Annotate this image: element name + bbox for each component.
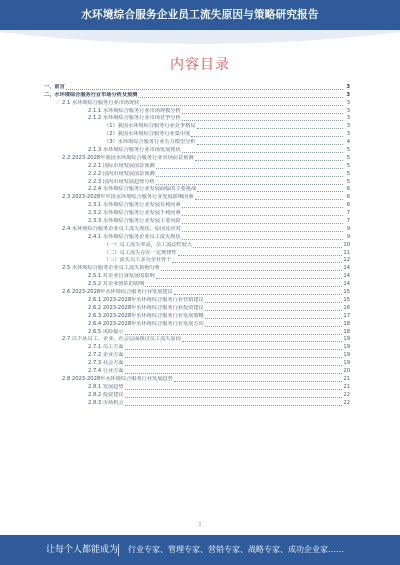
toc-entry[interactable] (44, 114, 350, 122)
toc-entry-page: 20 (343, 367, 350, 374)
toc-entry[interactable] (44, 366, 350, 374)
toc-entry-page: 5 (346, 178, 350, 185)
footer-bar (0, 535, 400, 565)
toc-entry[interactable] (44, 319, 350, 327)
toc-entry[interactable] (44, 106, 350, 114)
toc-entry-page: 11 (343, 249, 350, 256)
toc-entry-label: 2.5 水环境综合服务企业员工流失影响分析 (62, 265, 161, 272)
toc-entry-label: 2.7.2 企业方面 (88, 352, 124, 359)
toc-entry[interactable] (44, 398, 350, 406)
toc-entry-label: 2.2.4 水环境综合服务行业发展面临的主要挑战 (88, 186, 197, 193)
footer-slogan: 让每个人都能成为 (46, 545, 119, 555)
toc-entry-page: 14 (343, 281, 350, 288)
footer-tagline: 行业专家、管理专家、营销专家、战略专家、成功企业家…… (128, 545, 344, 554)
toc-entry-page: 17 (343, 312, 350, 319)
toc-entry[interactable] (44, 224, 350, 232)
toc-entry[interactable] (44, 358, 350, 366)
toc-entry-label: 二、水环境综合服务行业市场分析及预测 (44, 91, 138, 98)
toc-entry[interactable] (44, 153, 350, 161)
toc-entry[interactable] (44, 248, 350, 256)
toc-entry[interactable] (44, 82, 350, 90)
toc-entry[interactable] (44, 350, 350, 358)
toc-entry-label: 2.2.3 国内市场发展趋势分析 (88, 178, 155, 185)
toc-entry-label: （2）我国水环境综合服务行业集中度 (104, 131, 191, 138)
toc-entry-label: 2.8.1 发展趋势 (88, 383, 124, 390)
table-of-contents (44, 82, 350, 406)
toc-entry-page: 16 (343, 304, 350, 311)
toc-entry-page: 3 (346, 99, 350, 106)
toc-entry-page: 19 (343, 360, 350, 367)
toc-entry-page: 5 (346, 170, 350, 177)
toc-entry[interactable] (44, 295, 350, 303)
toc-entry-label: 2.2 2023-2028年我国水环境综合服务行业市场前景预测 (62, 154, 194, 161)
toc-entry[interactable] (44, 327, 350, 335)
toc-entry[interactable] (44, 232, 350, 240)
toc-entry-label: 2.2.1 国际市场发展前景预测 (88, 162, 155, 169)
toc-entry[interactable] (44, 200, 350, 208)
toc-entry[interactable] (44, 169, 350, 177)
toc-entry-page: 22 (343, 391, 350, 398)
toc-entry-label: 2.7.4 行业方面 (88, 367, 124, 374)
toc-entry-label: 2.6.3 2023-2028年水环境综合服务行业发展策略 (88, 312, 204, 319)
toc-entry-page: 5 (346, 147, 350, 154)
toc-entry-label: （1）我国水环境综合服务行业竞争格局 (104, 123, 196, 130)
toc-entry-label: 2.8 2023-2028年水环境综合服务行业发展趋势 (62, 375, 173, 382)
toc-entry[interactable] (44, 390, 350, 398)
toc-entry-label: 2.6.1 2023-2028年水环境综合服务行业营销建议 (88, 296, 204, 303)
toc-entry[interactable] (44, 192, 350, 200)
toc-entry-page: 18 (343, 328, 350, 335)
toc-entry-page: 3 (346, 115, 350, 122)
toc-entry[interactable] (44, 263, 350, 271)
toc-entry-label: 2.7 以下从员工、企业、社会层面探讨员工流失原因 (62, 336, 181, 343)
toc-entry-page: 7 (346, 210, 350, 217)
toc-entry-page: 3 (346, 83, 350, 90)
report-title: 水环境综合服务企业员工流失原因与策略研究报告 (81, 9, 319, 21)
toc-entry-page: 9 (346, 233, 350, 240)
toc-entry[interactable] (44, 240, 350, 248)
toc-entry-label: 2.8.2 投资建议 (88, 391, 124, 398)
toc-entry-page: 3 (346, 123, 350, 130)
toc-entry-page: 12 (343, 257, 350, 264)
toc-entry-page: 21 (343, 383, 350, 390)
toc-entry-page: 6 (346, 202, 350, 209)
toc-entry-page: 6 (346, 186, 350, 193)
page-number: 1 (198, 522, 202, 528)
toc-entry-label: 2.4 水环境综合服务企业员工流失现状、原因及应对 (62, 225, 181, 232)
toc-entry-page: 15 (343, 289, 350, 296)
toc-entry-label: （一）员工流失率高，员工流动性较大 (104, 241, 193, 248)
toc-entry-label: 2.1.2 水环境综合服务行业市场竞争分析 (88, 115, 181, 122)
toc-entry-label: 2.3.1 水环境综合服务行业发展有利因素 (88, 202, 181, 209)
toc-entry[interactable] (44, 137, 350, 145)
toc-entry-label: 2.6 2023-2028年水环境综合服务行业发展建议 (62, 289, 173, 296)
toc-entry-label: 2.3.2 水环境综合服务行业发展不利因素 (88, 210, 181, 217)
toc-entry-page: 4 (346, 139, 350, 146)
toc-title: 内容目录 (170, 57, 230, 73)
toc-entry-page: 19 (343, 336, 350, 343)
toc-entry-label: 2.1.1 水环境综合服务行业市场规模分析 (88, 107, 181, 114)
toc-entry-label: 2.6.4 2023-2028年水环境综合服务行业发展方向 (88, 320, 204, 327)
toc-entry[interactable] (44, 342, 350, 350)
toc-entry[interactable] (44, 98, 350, 106)
toc-entry-page: 14 (343, 265, 350, 272)
toc-entry[interactable] (44, 335, 350, 343)
toc-entry-page: 3 (346, 107, 350, 114)
toc-entry-page: 3 (346, 91, 350, 98)
toc-entry-label: 2.2.2 国内市场发展前景预测 (88, 170, 155, 177)
toc-entry-page: 19 (343, 352, 350, 359)
footer-divider (118, 544, 119, 556)
toc-leader-dots (125, 401, 343, 406)
toc-entry-label: 2.6.5 风险提示 (88, 328, 124, 335)
toc-entry-page: 14 (343, 273, 350, 280)
toc-entry[interactable] (44, 279, 350, 287)
toc-entry-label: 2.6.2 2023-2028年水环境综合服务行业投资建议 (88, 304, 204, 311)
toc-entry-label: 2.7.3 社会方面 (88, 360, 124, 367)
toc-entry-page: 21 (343, 375, 350, 382)
toc-entry-label: 2.3.3 水环境综合服务行业发展主要风险 (88, 218, 181, 225)
toc-entry[interactable] (44, 121, 350, 129)
toc-entry-label: 2.8.3 市场机会 (88, 399, 124, 406)
toc-entry-label: 2.1 水环境综合服务行业市场现状 (62, 99, 140, 106)
toc-entry-label: 2.5.1 对企业自身发展的影响 (88, 273, 155, 280)
toc-entry-page: 19 (343, 344, 350, 351)
toc-entry-page: 3 (346, 131, 350, 138)
toc-entry-page: 18 (343, 320, 350, 327)
toc-entry-label: 一、前言 (44, 83, 65, 90)
toc-entry-page: 6 (346, 194, 350, 201)
toc-entry[interactable] (44, 256, 350, 264)
toc-entry-label: 2.1.3 水环境综合服务行业市场发展现状 (88, 147, 181, 154)
toc-entry[interactable] (44, 177, 350, 185)
toc-entry-page: 15 (343, 296, 350, 303)
toc-entry-label: 2.5.2 对企业团队的影响 (88, 281, 145, 288)
toc-entry[interactable] (44, 185, 350, 193)
toc-entry[interactable] (44, 382, 350, 390)
toc-entry[interactable] (44, 271, 350, 279)
toc-entry-page: 5 (346, 154, 350, 161)
toc-entry-label: 2.3 2023-2028年中国水环境综合服务行业发展影响因素 (62, 194, 194, 201)
toc-entry[interactable] (44, 90, 350, 98)
toc-entry-page: 22 (343, 399, 350, 406)
toc-entry[interactable] (44, 374, 350, 382)
toc-entry-label: 2.4.1 水环境综合服务企业员工流失现状 (88, 233, 181, 240)
toc-entry[interactable] (44, 161, 350, 169)
toc-entry-label: 2.7.1 员工方面 (88, 344, 124, 351)
toc-entry[interactable] (44, 145, 350, 153)
toc-entry-label: （二）员工流失存在一定规律性 (104, 249, 177, 256)
toc-entry-label: （3）水环境综合服务行业五力模型分析 (104, 139, 196, 146)
toc-entry[interactable] (44, 216, 350, 224)
toc-entry-page: 7 (346, 218, 350, 225)
toc-entry-label: （三）流失员工多为企业骨干 (104, 257, 172, 264)
toc-entry-page: 10 (343, 241, 350, 248)
toc-entry[interactable] (44, 303, 350, 311)
toc-entry-page: 9 (346, 225, 350, 232)
toc-entry-page: 5 (346, 162, 350, 169)
toc-entry[interactable] (44, 129, 350, 137)
toc-entry[interactable] (44, 311, 350, 319)
toc-entry[interactable] (44, 287, 350, 295)
toc-entry[interactable] (44, 208, 350, 216)
